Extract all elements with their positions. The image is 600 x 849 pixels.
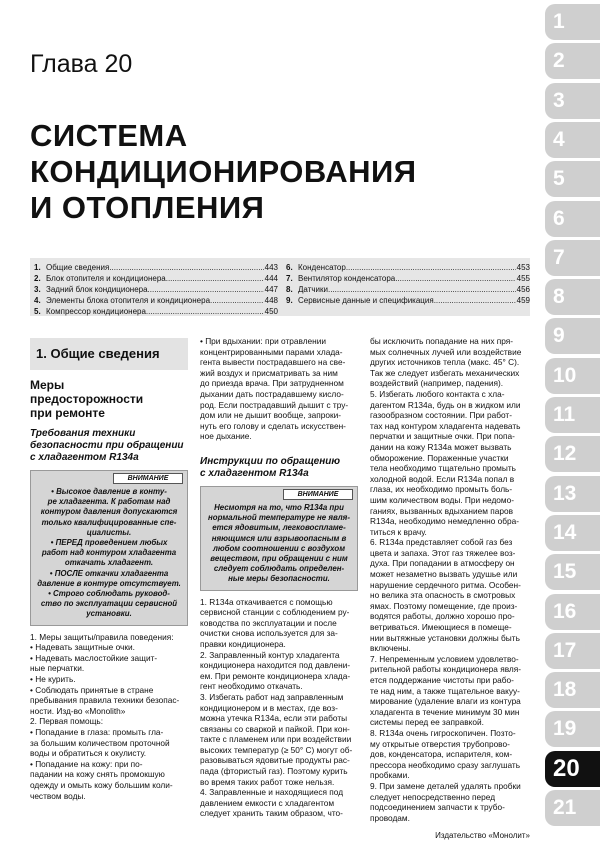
text-line: падании на кожу снять промокшую: [30, 769, 165, 780]
text-line: подсоединением запчасти к трубо-: [370, 802, 505, 813]
text-line: няющимся или взрывоопасным в: [211, 533, 347, 543]
text-line: воды и обратиться к окулисту.: [30, 748, 147, 759]
text-line: бы исключить попадание на них пря-: [370, 336, 514, 346]
toc-title: Элементы блока отопителя и кондиционера: [46, 296, 211, 305]
text-line: дыхании дать пострадавшему кисло-: [200, 388, 344, 399]
text-line: 2. Заправленный контур хладагента: [200, 649, 340, 660]
toc-number: 5.: [34, 307, 41, 316]
toc-entry[interactable]: [286, 284, 530, 295]
text-line: пада (фтористый газ). Поэтому курить: [200, 766, 348, 777]
text-line: 2. Первая помощь:: [30, 716, 104, 727]
chapter-tab-6[interactable]: 6: [545, 201, 600, 237]
text-line: контуром давления допускаются: [40, 507, 178, 517]
toc-title: Сервисные данные и спецификация: [298, 296, 434, 305]
chapter-tab-2[interactable]: 2: [545, 43, 600, 79]
chapter-tab-17[interactable]: 17: [545, 633, 600, 669]
subsub-line: Инструкции по обращению: [200, 455, 341, 467]
subsubsection-heading: [200, 456, 358, 480]
text-line: R134a, необходимо немедленно обра-: [370, 516, 520, 527]
text-line: Несмотря на то, что R134a при: [214, 502, 344, 512]
text-line: 6. R134a представляет собой газ без: [370, 537, 513, 548]
chapter-tab-21[interactable]: 21: [545, 790, 600, 826]
warning-text: [35, 487, 183, 620]
text-line: • Строго соблюдать руковод-: [48, 589, 170, 599]
text-line: • Соблюдать принятые в стране: [30, 684, 154, 695]
text-line: очистки снова используется для за-: [200, 628, 338, 639]
toc-leader: [328, 284, 516, 295]
text-line: только квалифицированные спе-: [41, 517, 177, 527]
text-line: ется поддержание чистоты при рабо-: [370, 675, 514, 685]
text-line: во время таких работ тоже нельзя.: [200, 776, 335, 787]
toc-title: Конденсатор: [298, 263, 346, 272]
text-line: 4. Заправленные и находящиеся под: [200, 787, 344, 798]
toc-leader: [146, 306, 264, 317]
toc-leader: [109, 262, 263, 273]
text-line: водятся работы, должно хорошо про-: [370, 611, 515, 622]
body-text: [200, 597, 358, 819]
warning-label: ВНИМАНИЕ: [113, 473, 183, 484]
text-line: высоких температур (≥ 50° C) могут об-: [200, 744, 353, 755]
chapter-tab-7[interactable]: 7: [545, 240, 600, 276]
toc-number: 7.: [286, 274, 293, 283]
toc-leader: [210, 295, 264, 306]
toc-entry[interactable]: [286, 262, 530, 273]
text-line: цвета и запаха. Этот газ тяжелее воз-: [370, 547, 516, 558]
text-line: ганиях, вызванных вдыханием паров: [370, 505, 513, 516]
toc-title: Датчики: [298, 285, 328, 294]
text-line: Так же следует избегать механических: [370, 367, 520, 378]
toc-page: 455: [516, 274, 530, 283]
text-line: ные перчатки.: [30, 663, 85, 674]
text-line: гент необходимо откачать.: [200, 681, 303, 692]
subsection-line: предосторожности: [30, 392, 144, 406]
text-line: ководства по эксплуатации и после: [200, 617, 337, 628]
text-line: • Надевать маслостойкие защит-: [30, 652, 158, 663]
text-line: перчатки и защитные очки. При попа-: [370, 431, 515, 442]
text-line: циалисты.: [86, 527, 132, 537]
text-line: му открытые отверстия трубопрово-: [370, 738, 510, 749]
toc-page: 459: [516, 296, 530, 305]
body-text: [30, 632, 188, 802]
text-line: за большим количеством проточной: [30, 737, 170, 748]
subsection-heading: [30, 378, 188, 420]
toc-leader: [346, 262, 516, 273]
text-line: 5. Избегать любого контакта с хла-: [370, 388, 505, 399]
toc-number: 9.: [286, 296, 293, 305]
toc-entry[interactable]: [34, 284, 278, 295]
subsub-line: безопасности при обращении: [30, 440, 184, 451]
text-line: дании на кожу R134a может вызвать: [370, 441, 512, 452]
body-text: [200, 336, 358, 442]
toc-number: 6.: [286, 263, 293, 272]
toc-title: Вентилятор конденсатора: [298, 274, 396, 283]
chapter-tab-8[interactable]: 8: [545, 279, 600, 315]
text-line: веществом, при обращении с ним: [210, 553, 348, 563]
text-line: • Попадание на кожу: при по-: [30, 758, 143, 769]
toc-number: 3.: [34, 285, 41, 294]
text-line: ямах. Поэтому помещение, где произ-: [370, 600, 518, 611]
toc-title: Задний блок кондиционера: [46, 285, 148, 294]
chapter-label: Глава 20: [30, 50, 133, 78]
toc-leader: [166, 273, 264, 284]
text-line: обморожение. Пораженные участки: [370, 452, 509, 463]
chapter-tab-16[interactable]: 16: [545, 594, 600, 630]
toc-column-left: [34, 262, 278, 317]
text-line: холодной водой. Если R134a попал в: [370, 473, 515, 484]
toc-number: 8.: [286, 285, 293, 294]
text-line: но велика эта опасность в смотровых: [370, 590, 516, 601]
text-line: 1. Меры защиты/правила поведения:: [30, 631, 174, 642]
text-line: ем. При ремонте кондиционера хлада-: [200, 670, 351, 681]
toc-title: Блок отопителя и кондиционера: [46, 274, 166, 283]
text-line: правки кондиционера.: [200, 638, 286, 649]
toc-page: 448: [264, 296, 278, 305]
text-column-1: [30, 338, 188, 801]
toc-entry[interactable]: [34, 295, 278, 306]
text-line: нуть его голову и сделать искусствен-: [200, 420, 346, 431]
text-line: нии вытяжные установки должны быть: [370, 632, 520, 643]
chapter-tab-4[interactable]: 4: [545, 122, 600, 158]
text-line: ре хладагента. К работам над: [47, 497, 171, 507]
text-line: следует хранить таким образом, что-: [200, 808, 343, 819]
text-line: проводам.: [370, 812, 410, 823]
text-line: род. Если пострадавший дышит с тру-: [200, 399, 349, 410]
toc-page: 456: [516, 285, 530, 294]
toc-page: 444: [264, 274, 278, 283]
text-line: можна утечка R134a, если эти работы: [200, 713, 348, 724]
text-line: дагентом R134a, будь он в жидком или: [370, 399, 521, 410]
title-line: КОНДИЦИОНИРОВАНИЯ: [30, 154, 417, 189]
chapter-tab-14[interactable]: 14: [545, 515, 600, 551]
section-heading: 1. Общие сведения: [30, 338, 188, 370]
text-line: следует непосредственно перед: [370, 791, 496, 802]
chapter-tab-13[interactable]: 13: [545, 476, 600, 512]
chapter-tab-15[interactable]: 15: [545, 554, 600, 590]
text-column-2: [200, 336, 358, 819]
toc-page: 443: [264, 263, 278, 272]
text-line: нормальной температуре не явля-: [208, 513, 350, 523]
toc-entry[interactable]: [286, 295, 530, 306]
text-line: нарушение сердечного ритма. Особен-: [370, 579, 521, 590]
text-line: ности. Изд-во «Monolith»: [30, 705, 126, 716]
text-line: • Высокое давление в конту-: [51, 487, 167, 496]
toc-number: 4.: [34, 296, 41, 305]
text-line: те над ним, а также тщательное вакуу-: [370, 685, 520, 696]
body-text: [370, 336, 530, 823]
subsub-line: с хладагентом R134a: [30, 452, 139, 463]
text-line: ветриваться. Имеющиеся в помеще-: [370, 622, 512, 633]
text-line: мых солнечных лучей или воздействие: [370, 346, 522, 357]
text-line: ется ядовитым, легковоспламе-: [212, 523, 346, 533]
chapter-tab-1[interactable]: 1: [545, 4, 600, 40]
text-line: ство по эксплуатации сервисной: [40, 599, 178, 609]
text-line: ное дыхание.: [200, 431, 252, 442]
text-line: воздействий (например, падения).: [370, 378, 504, 389]
chapter-tab-3[interactable]: 3: [545, 83, 600, 119]
text-line: прессора необходимо сразу заглушать: [370, 759, 521, 770]
text-line: гента вывести пострадавшего на све-: [200, 357, 346, 368]
text-line: связаны со сваркой и пайкой. При кон-: [200, 723, 350, 734]
text-line: • Надевать защитные очки.: [30, 642, 135, 653]
chapter-tab-5[interactable]: 5: [545, 161, 600, 197]
text-line: системы перед ее заправкой.: [370, 717, 484, 728]
text-line: 9. При замене деталей удалять пробки: [370, 780, 521, 791]
text-line: других источников тепла (макс. 45° C).: [370, 357, 520, 368]
text-line: откачать хладагент.: [64, 558, 154, 568]
toc-entry[interactable]: [34, 273, 278, 284]
chapter-tab-9[interactable]: 9: [545, 318, 600, 354]
subsub-line: Требования техники: [30, 428, 136, 439]
subsection-line: Меры: [30, 378, 65, 392]
text-line: жий воздух и присматривать за ним: [200, 367, 338, 378]
warning-box: [200, 486, 358, 591]
text-line: следует соблюдать определен-: [213, 564, 345, 574]
text-line: газообразном состоянии. При работ-: [370, 410, 512, 421]
text-line: концентрированными парами хлада-: [200, 346, 343, 357]
text-line: разовываться ядовитые продукты рас-: [200, 755, 350, 766]
text-line: кондиционером и в местах, где воз-: [200, 702, 338, 713]
chapter-tab-11[interactable]: 11: [545, 397, 600, 433]
text-line: • Попадание в глаза: промыть гла-: [30, 726, 164, 737]
toc-column-right: [286, 262, 530, 306]
text-line: пробками.: [370, 770, 410, 781]
text-line: 7. Непременным условием удовлетво-: [370, 653, 519, 664]
text-line: одежду и омыть кожу большим коли-: [30, 779, 173, 790]
table-of-contents: [30, 258, 530, 316]
chapter-tab-20[interactable]: 20: [545, 751, 600, 787]
chapter-tab-12[interactable]: 12: [545, 436, 600, 472]
text-line: 8. R134a очень гигроскопичен. Позто-: [370, 727, 516, 738]
warning-text: [205, 503, 353, 585]
text-line: давлением емкости с хладагентом: [200, 797, 335, 808]
title-line: И ОТОПЛЕНИЯ: [30, 190, 265, 225]
text-line: 3. Избегать работ над заправленным: [200, 691, 344, 702]
text-line: кондиционера находится под давлени-: [200, 660, 351, 671]
text-line: работ над контуром хладагента: [41, 548, 177, 558]
toc-number: 1.: [34, 263, 41, 272]
text-line: установки.: [86, 609, 132, 619]
text-line: давление в контуре отсутствует.: [37, 578, 181, 588]
text-line: шим количеством воды. При недомо-: [370, 494, 514, 505]
text-line: тах над контуром хладагента надевать: [370, 420, 521, 431]
toc-entry[interactable]: [34, 306, 278, 317]
subsubsection-heading: [30, 428, 188, 464]
text-line: • ПЕРЕД проведением любых: [50, 538, 168, 548]
warning-label: ВНИМАНИЕ: [283, 489, 353, 500]
text-column-3: [370, 336, 530, 823]
text-line: рительной работы кондиционера явля-: [370, 664, 522, 675]
text-line: любом соотношении с воздухом: [212, 543, 346, 553]
subsection-line: при ремонте: [30, 406, 105, 420]
text-line: • При вдыхании: при отравлении: [200, 336, 327, 346]
text-line: • ПОСЛЕ откачки хладагента: [49, 568, 169, 578]
text-line: такте с пламенем или при воздействии: [200, 734, 352, 745]
toc-title: Компрессор кондиционера: [46, 307, 146, 316]
toc-page: 450: [264, 307, 278, 316]
publisher-footer: Издательство «Монолит»: [435, 831, 530, 840]
text-line: дом или не дышит вообще, запроки-: [200, 410, 342, 421]
toc-title: Общие сведения: [46, 263, 110, 272]
chapter-tab-19[interactable]: 19: [545, 711, 600, 747]
subsub-line: с хладагентом R134a: [200, 467, 309, 479]
text-line: чеством воды.: [30, 790, 86, 801]
toc-leader: [434, 295, 516, 306]
text-line: титься к врачу.: [370, 526, 427, 537]
text-line: хладагента в течение минимум 30 мин: [370, 706, 520, 717]
title-line: СИСТЕМА: [30, 118, 188, 153]
text-line: сервисной станции с соблюдением ру-: [200, 607, 350, 618]
chapter-title: [30, 118, 510, 226]
text-line: ные меры безопасности.: [228, 574, 330, 584]
text-line: тела необходимо тщательно промыть: [370, 463, 516, 474]
chapter-tab-18[interactable]: 18: [545, 672, 600, 708]
toc-leader: [395, 273, 515, 284]
text-line: глаза, их необходимо промыть боль-: [370, 484, 513, 495]
text-line: дов, конденсатора, испарителя, ком-: [370, 749, 513, 760]
text-line: пребывания правила техники безопас-: [30, 695, 180, 706]
toc-page: 453: [516, 263, 530, 272]
text-line: до приезда врача. При затрудненном: [200, 378, 344, 389]
chapter-tab-10[interactable]: 10: [545, 358, 600, 394]
text-line: включены.: [370, 643, 411, 654]
toc-page: 447: [264, 285, 278, 294]
text-line: духа. При попадании в атмосферу он: [370, 558, 515, 569]
toc-number: 2.: [34, 274, 41, 283]
text-line: мирование (удаление влаги из контура: [370, 696, 521, 707]
toc-entry[interactable]: [34, 262, 278, 273]
text-line: 1. R134a откачивается с помощью: [200, 596, 333, 607]
text-line: • Не курить.: [30, 674, 76, 685]
toc-entry[interactable]: [286, 273, 530, 284]
toc-leader: [148, 284, 264, 295]
warning-box: [30, 470, 188, 626]
text-line: может незаметно вызвать удушье или: [370, 569, 518, 580]
